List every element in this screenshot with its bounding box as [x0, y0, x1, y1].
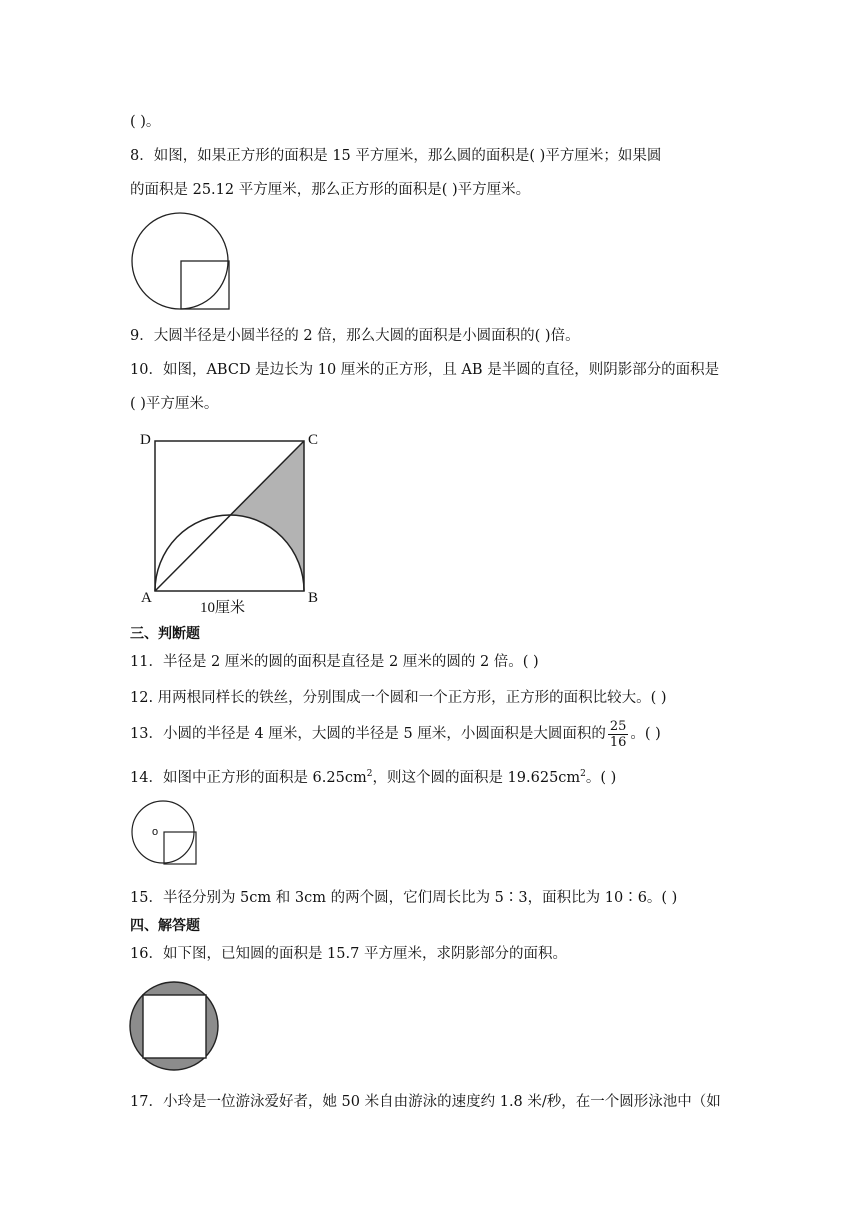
- q13-text: 13．小圆的半径是 4 厘米，大圆的半径是 5 厘米，小圆面积是大圆面积的: [130, 726, 606, 742]
- question-9: 9．大圆半径是小圆半径的 2 倍，那么大圆的面积是小圆面积的( )倍。: [130, 328, 580, 344]
- question-10-line-1: 10．如图，ABCD 是边长为 10 厘米的正方形，且 AB 是半圆的直径，则阴影部分的面积是: [130, 362, 720, 378]
- fig14-square: [164, 832, 196, 864]
- question-12: 12. 用两根同样长的铁丝，分别围成一个圆和一个正方形，正方形的面积比较大。( ): [130, 690, 667, 706]
- question-13: [130, 716, 661, 752]
- fig10-side-label: 10厘米: [200, 600, 246, 616]
- figure-q8-circle-square: [130, 212, 232, 312]
- fig16-inner-square: [143, 995, 206, 1058]
- figure-q16-shaded-circle: [128, 979, 224, 1075]
- q14-blank: 。( ): [585, 769, 617, 786]
- q14-sup-2: 2: [580, 769, 586, 779]
- question-17: 17．小玲是一位游泳爱好者，她 50 米自由游泳的速度约 1.8 米/秒，在一个圆形泳池中（如: [130, 1094, 721, 1110]
- question-14: [130, 764, 616, 788]
- question-10-line-2: ( )平方厘米。: [130, 396, 219, 412]
- section-3-heading: 三、判断题: [130, 626, 200, 642]
- figure-q14-circle-square: [130, 800, 200, 866]
- figure-q10-square-semicircle: [130, 425, 330, 620]
- question-11: 11．半径是 2 厘米的圆的面积是直径是 2 厘米的圆的 2 倍。( ): [130, 654, 539, 670]
- fig10-label-A: A: [141, 590, 152, 606]
- q7-answer-blank: ( )。: [130, 114, 161, 130]
- question-8-line-2: 的面积是 25.12 平方厘米，那么正方形的面积是( )平方厘米。: [130, 182, 531, 198]
- q14-sup-1: 2: [366, 769, 373, 779]
- fig10-label-D: D: [140, 432, 151, 448]
- question-8-line-1: 8．如图，如果正方形的面积是 15 平方厘米，那么圆的面积是( )平方厘米；如果圆: [130, 148, 662, 164]
- fig10-label-C: C: [308, 432, 319, 448]
- q13-denominator: 16: [609, 734, 627, 750]
- q14-text-1: 14．如图中正方形的面积是 6.25cm: [130, 769, 367, 786]
- fig14-center-label: o: [152, 826, 159, 838]
- q14-text-2: ，则这个圆的面积是 19.625cm: [372, 769, 581, 786]
- question-16: 16．如下图，已知圆的面积是 15.7 平方厘米，求阴影部分的面积。: [130, 946, 567, 962]
- q13-blank: 。( ): [630, 726, 661, 742]
- fig10-label-B: B: [308, 590, 319, 606]
- section-4-heading: 四、解答题: [130, 918, 200, 934]
- q13-numerator: 25: [609, 718, 627, 734]
- question-15: 15．半径分别为 5cm 和 3cm 的两个圆，它们周长比为 5∶3，面积比为 10∶6。( ): [130, 890, 678, 906]
- q13-fraction: [608, 719, 629, 750]
